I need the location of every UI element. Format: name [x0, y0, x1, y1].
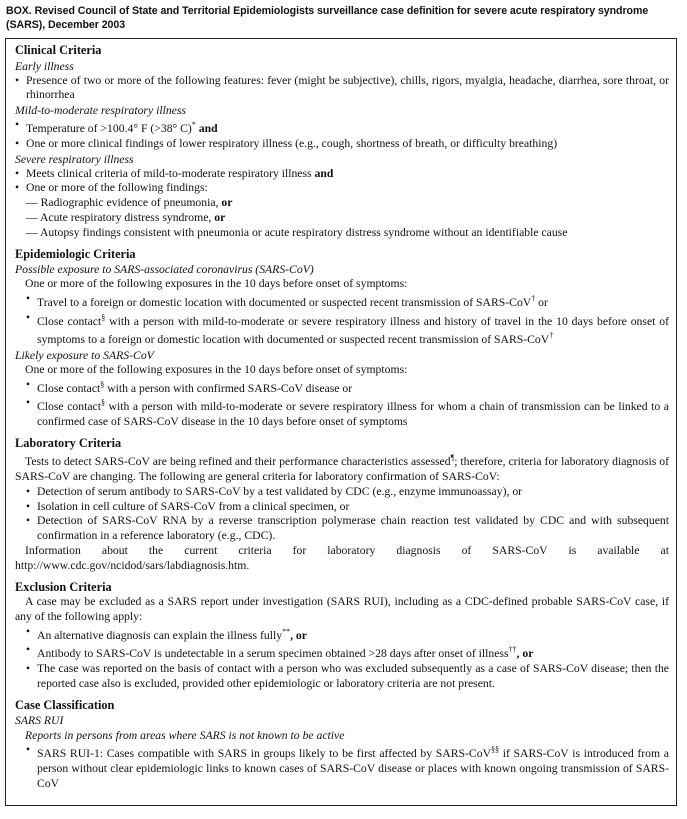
list-item: • Meets clinical criteria of mild-to-moderate respiratory illness and: [15, 167, 669, 182]
list-item: • Presence of two or more of the following features: fever (might be subjective), chills, rigors, myalgia, headache, diarrhea, sore throat, or rhinorrhea: [15, 74, 669, 104]
list-item: • Antibody to SARS-CoV is undetectable in a serum specimen obtained >28 days after onset of illness††, or: [15, 643, 669, 662]
clinical-heading: Clinical Criteria: [15, 43, 102, 57]
list-item: • Close contact§ with a person with mild-to-moderate or severe respiratory illness for whom a chain of transmission can be linked to a confirmed case of SARS-CoV disease in the 10 days before onset of symptoms: [15, 396, 669, 429]
lab-heading: Laboratory Criteria: [15, 435, 122, 450]
list-item: • SARS RUI-1: Cases compatible with SARS in groups likely to be first affected by SARS-CoV§§ if SARS-CoV is introduced from a person without clear epidemiologic links to known cases of SARS-CoV disease or places with known ongoing transmission of SARS-CoV: [15, 743, 669, 791]
likely-exposure-label: Likely exposure to SARS-CoV: [15, 348, 154, 362]
dash-item: — Radiographic evidence of pneumonia, or: [26, 196, 233, 210]
early-illness-label: Early illness: [15, 59, 74, 73]
exclusion-intro: A case may be excluded as a SARS report under investigation (SARS RUI), including as a CDC-defined probable SARS-CoV case, if any of the following apply:: [15, 595, 669, 623]
list-item: • Travel to a foreign or domestic location with documented or suspected recent transmission of SARS-CoV† or: [15, 292, 669, 311]
list-item: • One or more of the following findings:: [15, 181, 669, 196]
possible-exposure-label: Possible exposure to SARS-associated coronavirus (SARS-CoV): [15, 263, 314, 277]
rui-label: SARS RUI: [15, 714, 64, 728]
lab-info: Information about the current criteria for laboratory diagnosis of SARS-CoV is available at http://www.cdc.gov/ncidod/sars/labdiagnosis.htm.: [15, 544, 669, 572]
mild-illness-label: Mild-to-moderate respiratory illness: [15, 104, 186, 118]
list-item: • Close contact§ with a person with mild-to-moderate or severe respiratory illness and history of travel in the 10 days before onset of symptoms to a foreign or domestic location with documented or suspected recent transmission of SARS-CoV†: [15, 311, 669, 348]
list-item: • One or more clinical findings of lower respiratory illness (e.g., cough, shortness of breath, or difficulty breathing): [15, 137, 669, 152]
severe-illness-label: Severe respiratory illness: [15, 152, 134, 166]
case-definition-box: [5, 38, 677, 806]
possible-intro: One or more of the following exposures in the 10 days before onset of symptoms:: [25, 277, 408, 291]
epi-heading: Epidemiologic Criteria: [15, 246, 136, 261]
dash-item: — Autopsy findings consistent with pneumonia or acute respiratory distress syndrome without an identifiable cause: [26, 225, 568, 239]
classification-heading: Case Classification: [15, 697, 115, 712]
list-item: • Isolation in cell culture of SARS-CoV from a clinical specimen, or: [15, 500, 669, 515]
list-item: • Temperature of >100.4° F (>38° C)* and: [15, 118, 669, 137]
likely-intro: One or more of the following exposures in the 10 days before onset of symptoms:: [25, 362, 408, 376]
list-item: • Detection of SARS-CoV RNA by a reverse transcription polymerase chain reaction test validated by CDC and with subsequent confirmation in a reference laboratory (e.g., CDC).: [15, 514, 669, 544]
dash-item: — Acute respiratory distress syndrome, or: [26, 210, 226, 224]
lab-intro: Tests to detect SARS-CoV are being refined and their performance characteristics assessed¶; therefore, criteria for laboratory diagnosis of SARS-CoV are changing. The following are general criteria for laboratory confirmation of SARS-CoV:: [15, 453, 669, 484]
list-item: • Detection of serum antibody to SARS-CoV by a test validated by CDC (e.g., enzyme immunoassay), or: [15, 485, 669, 500]
exclusion-heading: Exclusion Criteria: [15, 579, 112, 594]
list-item: • Close contact§ with a person with confirmed SARS-CoV disease or: [15, 378, 669, 397]
list-item: • The case was reported on the basis of contact with a person who was excluded subsequently as a case of SARS-CoV disease; then the reported case also is excluded, provided other epidemiologic or laboratory criteria are not present.: [15, 662, 669, 692]
list-item: • An alternative diagnosis can explain the illness fully**, or: [15, 625, 669, 644]
page-title: BOX. Revised Council of State and Territorial Epidemiologists surveillance case definition for severe acute respiratory syndrome (SARS), December 2003: [6, 5, 649, 31]
rui-subtitle: Reports in persons from areas where SARS is not known to be active: [25, 729, 345, 743]
